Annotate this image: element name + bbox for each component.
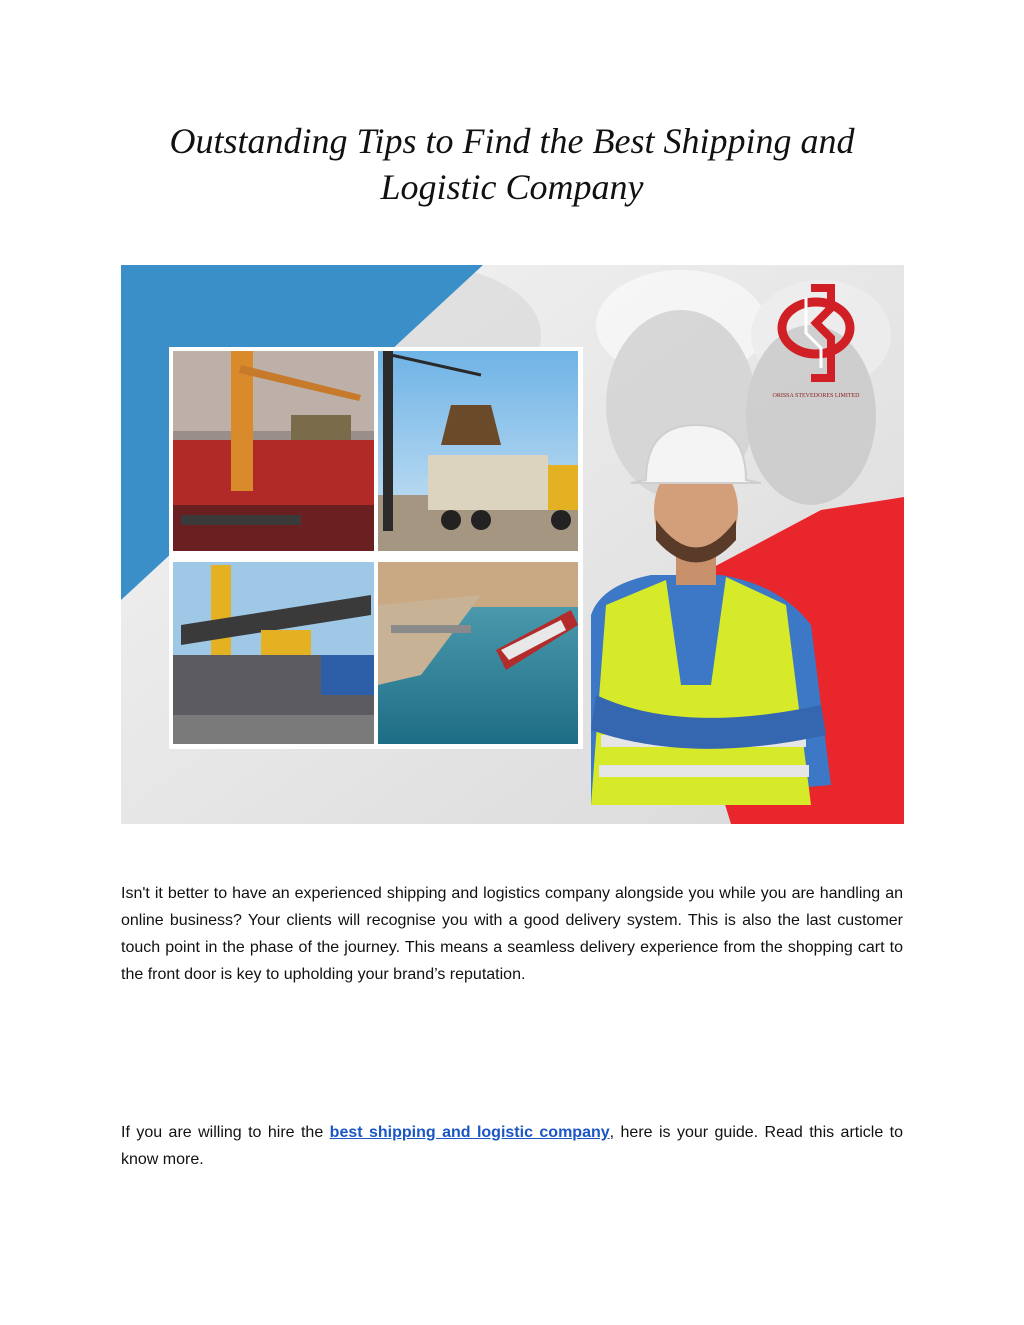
photo-heavy-lift xyxy=(173,562,374,744)
guide-text-after: , here is your guide. Read this article to know more. xyxy=(121,1124,904,1168)
photo-grab-crane-truck xyxy=(378,351,578,551)
best-shipping-link[interactable]: best shipping and logistic company xyxy=(329,1124,610,1141)
guide-text-before: If you are willing to hire the xyxy=(121,1124,330,1141)
logo-caption: ORISSA STEVEDORES LIMITED xyxy=(772,393,860,399)
photo-ship-crane xyxy=(173,351,374,551)
guide-paragraph xyxy=(121,1119,903,1173)
title-line-1: Outstanding Tips to Find the Best Shipping and xyxy=(169,121,855,161)
page-title xyxy=(120,118,904,210)
hero-image xyxy=(121,265,904,824)
photo-port-aerial xyxy=(378,562,578,744)
intro-paragraph: Isn't it better to have an experienced shipping and logistics company alongside you while you are handling an online business? Your clients will recognise you with a good delivery system. This is also the last customer touch point in the phase of the journey. This means a seamless delivery experience from the shopping cart to the front door is key to upholding your brand’s reputation. xyxy=(121,885,903,983)
title-line-2: Logistic Company xyxy=(380,167,644,207)
